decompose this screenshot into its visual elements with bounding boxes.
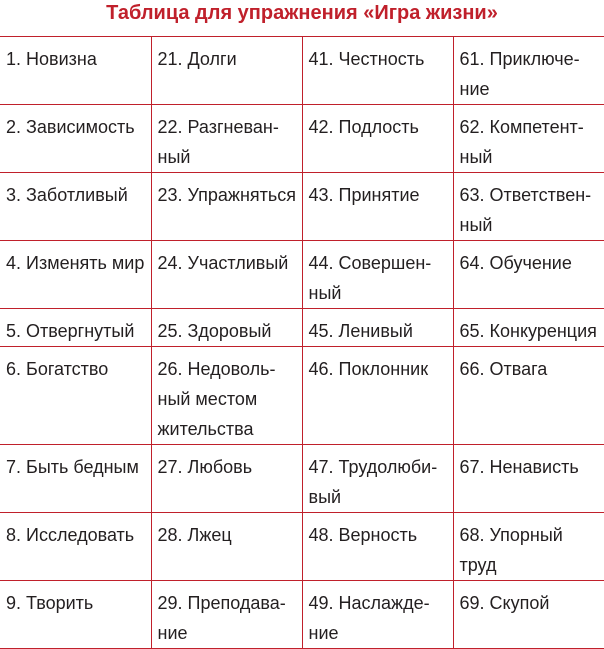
cell-text: 45. Ленивый — [308, 321, 413, 341]
cell-text: 28. Лжец — [157, 525, 232, 545]
table-row — [0, 37, 604, 105]
cell-text: ный — [157, 147, 191, 167]
cell-text: ный — [459, 215, 493, 235]
table-cell — [453, 105, 604, 173]
cell-text: 8. Исследовать — [6, 525, 135, 545]
cell-text: 9. Творить — [6, 593, 94, 613]
cell-text: 29. Преподава- — [157, 593, 286, 613]
cell-text: 2. Зависимость — [6, 117, 135, 137]
table-row — [0, 513, 604, 581]
cell-text: 6. Богатство — [6, 359, 109, 379]
table-row — [0, 445, 604, 513]
cell-text: 23. Упражняться — [157, 185, 297, 205]
table-cell — [302, 445, 453, 513]
table-cell — [453, 347, 604, 445]
table-cell — [302, 347, 453, 445]
table-cell — [453, 241, 604, 309]
cell-text: жительства — [157, 419, 254, 439]
table-cell — [302, 37, 453, 105]
table-cell — [453, 581, 604, 649]
cell-text: ние — [308, 623, 339, 643]
cell-text: 24. Участливый — [157, 253, 289, 273]
table-cell — [151, 581, 302, 649]
cell-text: 26. Недоволь- — [157, 359, 276, 379]
cell-text: 47. Трудолюби- — [308, 457, 438, 477]
cell-text: 48. Верность — [308, 525, 418, 545]
table-cell — [151, 513, 302, 581]
table-cell — [0, 241, 151, 309]
cell-text: 68. Упорный — [459, 525, 563, 545]
cell-text: 41. Честность — [308, 49, 425, 69]
table-cell — [453, 513, 604, 581]
cell-text: 27. Любовь — [157, 457, 253, 477]
table-cell — [0, 347, 151, 445]
table-cell — [302, 173, 453, 241]
cell-text: ный — [308, 283, 342, 303]
cell-text: 5. Отвергнутый — [6, 321, 135, 341]
table-cell — [302, 241, 453, 309]
table-cell — [151, 445, 302, 513]
cell-text: 1. Новизна — [6, 49, 97, 69]
cell-text: 49. Наслажде- — [308, 593, 430, 613]
cell-text: 67. Ненависть — [459, 457, 579, 477]
cell-text: 44. Совершен- — [308, 253, 432, 273]
table-cell — [151, 173, 302, 241]
table-cell — [0, 309, 151, 347]
table-cell — [0, 105, 151, 173]
cell-text: 65. Конкуренция — [459, 321, 597, 341]
table-cell — [453, 445, 604, 513]
table-cell — [0, 445, 151, 513]
cell-text: ние — [459, 79, 490, 99]
table-cell — [151, 309, 302, 347]
table-cell — [0, 581, 151, 649]
table-row — [0, 105, 604, 173]
cell-text: 25. Здоровый — [157, 321, 272, 341]
table-body — [0, 37, 604, 649]
cell-text: ный — [459, 147, 493, 167]
table-row — [0, 581, 604, 649]
table-cell — [453, 173, 604, 241]
table-cell — [151, 37, 302, 105]
table-cell — [453, 37, 604, 105]
cell-text: 4. Изменять мир — [6, 253, 145, 273]
table-cell — [0, 37, 151, 105]
cell-text: ный местом — [157, 389, 258, 409]
cell-text: 22. Разгневан- — [157, 117, 279, 137]
cell-text: 66. Отвага — [459, 359, 548, 379]
cell-text: 63. Ответствен- — [459, 185, 592, 205]
table-cell — [302, 309, 453, 347]
table-cell — [0, 513, 151, 581]
table-row — [0, 309, 604, 347]
cell-text: 43. Принятие — [308, 185, 420, 205]
cell-text: 21. Долги — [157, 49, 237, 69]
cell-text: 62. Компетент- — [459, 117, 584, 137]
table-row — [0, 347, 604, 445]
exercise-table — [0, 36, 604, 649]
table-row — [0, 241, 604, 309]
cell-text: 61. Приключе- — [459, 49, 580, 69]
table-cell — [302, 513, 453, 581]
cell-text: ние — [157, 623, 188, 643]
table-cell — [0, 173, 151, 241]
cell-text: 69. Скупой — [459, 593, 550, 613]
cell-text: 46. Поклонник — [308, 359, 429, 379]
cell-text: вый — [308, 487, 342, 507]
cell-text: 3. Заботливый — [6, 185, 128, 205]
table-cell — [151, 347, 302, 445]
cell-text: труд — [459, 555, 497, 575]
table-cell — [151, 105, 302, 173]
cell-text: 64. Обучение — [459, 253, 572, 273]
table-cell — [151, 241, 302, 309]
table-cell — [302, 581, 453, 649]
table-cell — [453, 309, 604, 347]
table-cell — [302, 105, 453, 173]
cell-text: 7. Быть бедным — [6, 457, 139, 477]
table-title: Таблица для упражнения «Игра жизни» — [106, 2, 498, 24]
cell-text: 42. Подлость — [308, 117, 419, 137]
table-row — [0, 173, 604, 241]
